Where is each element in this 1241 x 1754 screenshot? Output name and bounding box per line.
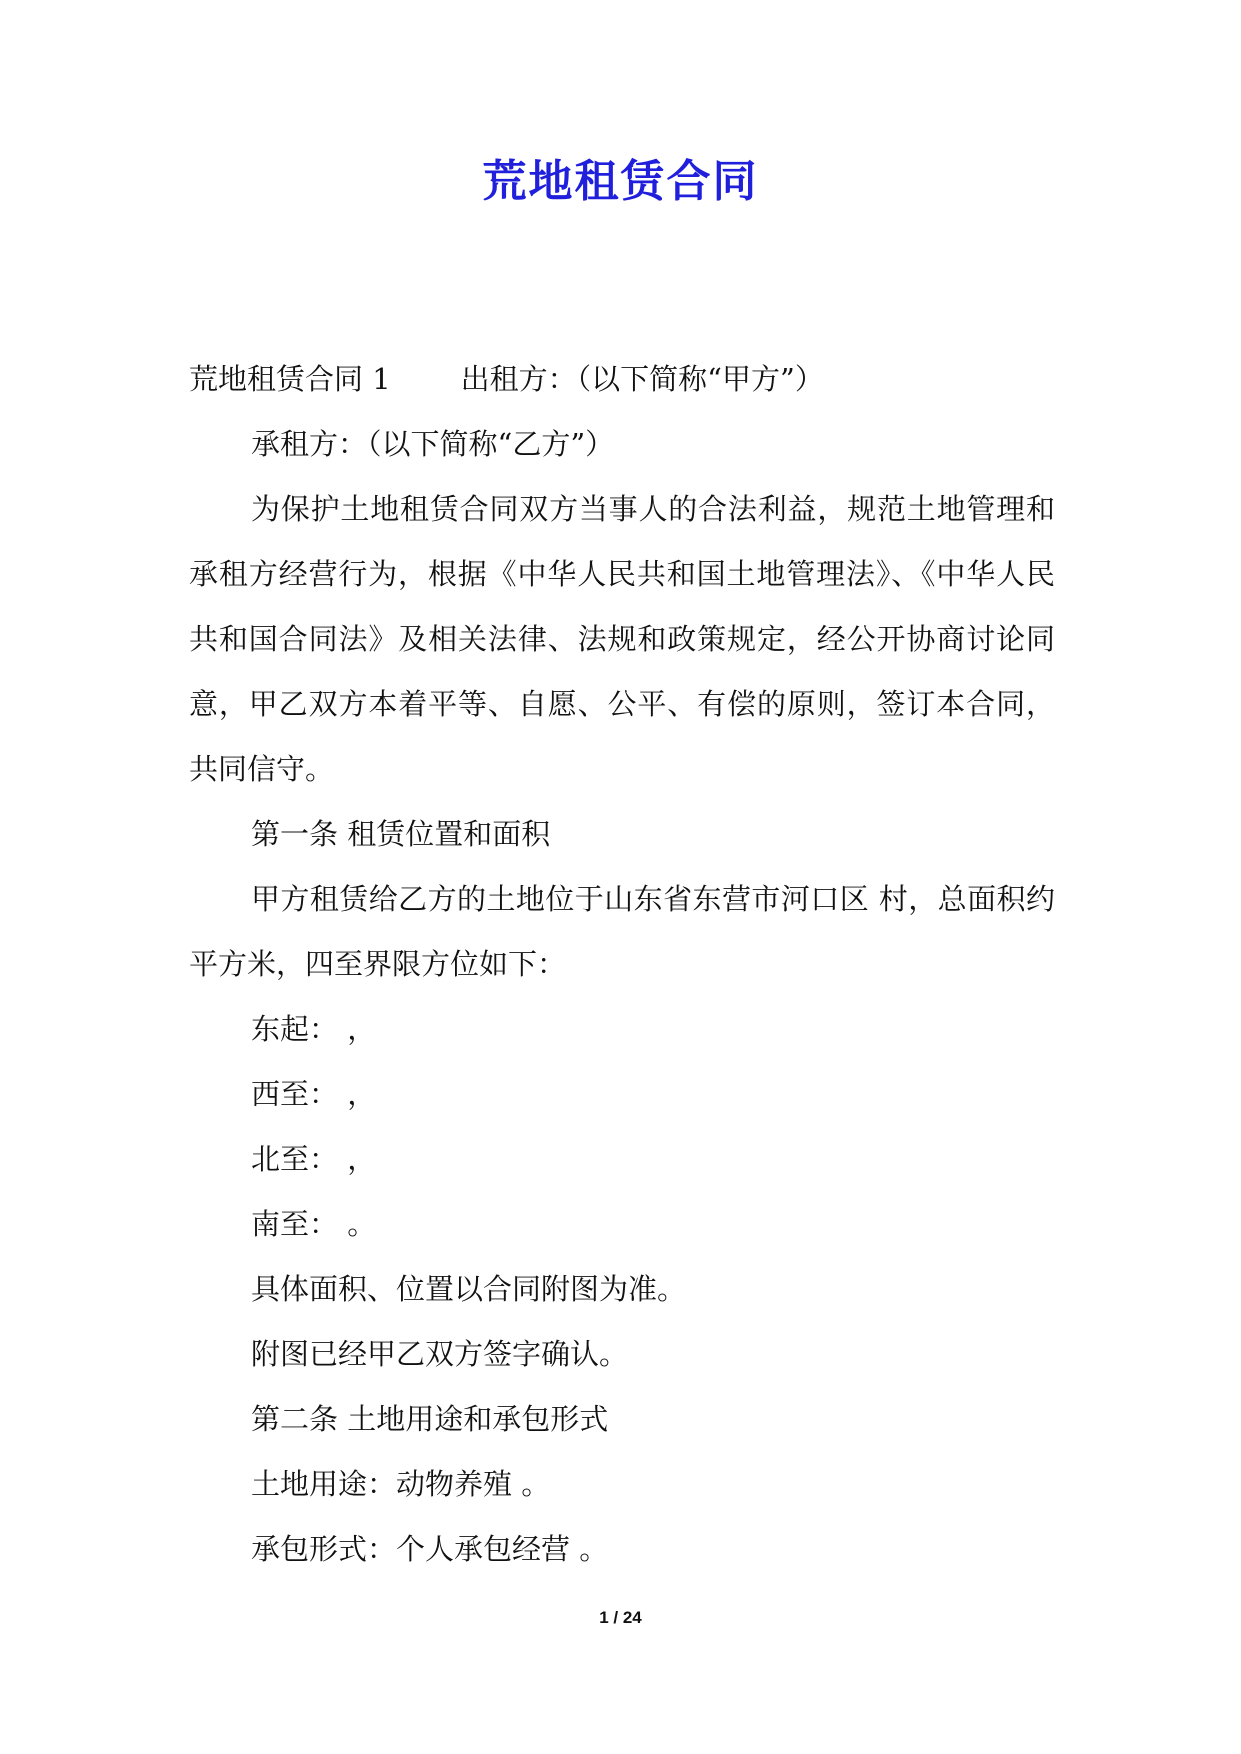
attachment-note: 附图已经甲乙双方签字确认。 [251,1337,629,1371]
article-1-body: 甲方租赁给乙方的土地位于山东省东营市河口区 村，总面积约 平方米，四至界限方位如下： [189,882,1055,981]
article-1-title: 第一条 租赁位置和面积 [251,817,551,851]
lessor-line: 出租方：（以下简称“甲方”） [460,362,824,396]
preamble-paragraph: 为保护土地租赁合同双方当事人的合法利益，规范土地管理和承租方经营行为，根据《中华人民共和国土地管理法》、《中华人民共和国合同法》及相关法律、法规和政策规定，经公开协商讨论同意，甲乙双方本着平等、自愿、公平、有偿的原则，签订本合同，共同信守。 [189,492,1055,786]
land-use-line: 土地用途：动物养殖 。 [251,1467,551,1501]
area-note: 具体面积、位置以合同附图为准。 [251,1272,687,1306]
contract-heading-prefix: 荒地租赁合同 1 [189,362,391,396]
boundary-south: 南至： 。 [251,1207,377,1241]
document-title: 荒地租赁合同 [482,156,759,207]
article-2-title: 第二条 土地用途和承包形式 [251,1402,609,1436]
page-number: 1 / 24 [599,1608,642,1627]
document-body [189,347,1055,1582]
party-heading-line [189,347,1055,412]
lessee-line: 承租方：（以下简称“乙方”） [251,427,615,461]
boundary-west: 西至： ， [251,1077,377,1111]
boundary-east: 东起： ， [251,1012,377,1046]
boundary-north: 北至： ， [251,1142,377,1176]
contract-form-line: 承包形式：个人承包经营 。 [251,1532,609,1566]
